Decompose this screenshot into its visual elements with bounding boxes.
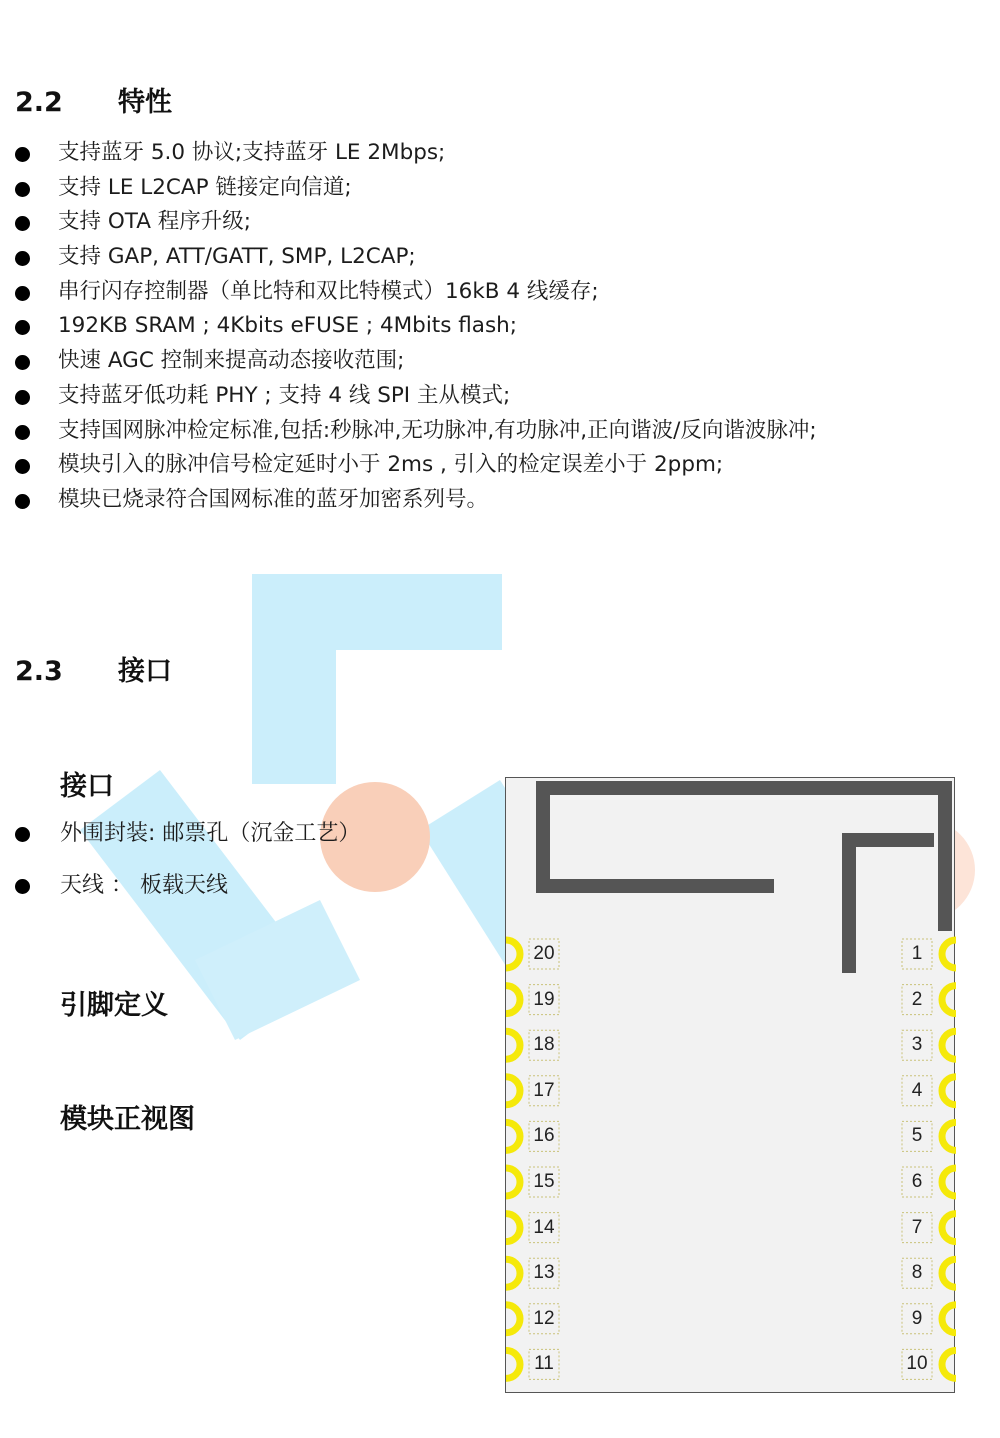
bullet-icon xyxy=(15,320,30,335)
list-item xyxy=(0,171,817,206)
bullet-icon xyxy=(15,879,30,894)
pin-number-right: 5 xyxy=(911,1125,923,1147)
bullet-icon xyxy=(15,147,30,162)
bullet-icon xyxy=(15,390,30,405)
bullet-icon xyxy=(15,355,30,370)
interface-text: 外围封装: 邮票孔（沉金工艺） xyxy=(60,821,361,846)
pin-number-left: 15 xyxy=(533,1171,555,1192)
feature-text: 支持 OTA 程序升级; xyxy=(58,209,252,235)
section-number: 2.3 xyxy=(15,656,63,687)
pin-number-left: 16 xyxy=(533,1125,555,1147)
bullet-icon xyxy=(15,286,30,301)
pin-number-right: 3 xyxy=(911,1034,923,1056)
feature-text: 快速 AGC 控制来提高动态接收范围; xyxy=(58,348,405,374)
pin-number-right: 9 xyxy=(911,1307,923,1329)
bullet-icon xyxy=(15,216,30,231)
pin-number-left: 18 xyxy=(533,1034,555,1056)
antenna-trace xyxy=(543,788,945,931)
list-item xyxy=(0,275,817,310)
list-item xyxy=(0,240,817,275)
module-front-view xyxy=(505,777,955,1393)
pin-number-right: 6 xyxy=(911,1171,923,1192)
list-item xyxy=(0,448,817,483)
list-item xyxy=(0,414,817,449)
bullet-icon xyxy=(15,494,30,509)
section-title: 特性 xyxy=(118,87,172,118)
bullet-icon xyxy=(15,251,30,266)
pin-number-left: 14 xyxy=(533,1216,555,1238)
feature-text: 支持蓝牙低功耗 PHY ; 支持 4 线 SPI 主从模式; xyxy=(58,382,511,408)
bullet-icon xyxy=(15,459,30,474)
feature-text: 支持 LE L2CAP 链接定向信道; xyxy=(58,174,352,200)
pin-number-left: 17 xyxy=(533,1079,555,1101)
pin-definition-heading: 引脚定义 xyxy=(60,990,168,1021)
pin-number-right: 4 xyxy=(911,1079,923,1101)
feature-text: 模块引入的脉冲信号检定延时小于 2ms , 引入的检定误差小于 2ppm; xyxy=(58,452,724,478)
feature-list xyxy=(0,136,817,518)
pin-number-right: 10 xyxy=(906,1353,928,1375)
feature-text: 串行闪存控制器（单比特和双比特模式）16kB 4 线缓存; xyxy=(58,278,599,304)
section-heading-2-2 xyxy=(15,80,172,119)
pin-number-left: 11 xyxy=(534,1353,554,1375)
pin-number-right: 8 xyxy=(911,1262,923,1284)
feature-text: 模块已烧录符合国网标准的蓝牙加密系列号。 xyxy=(58,486,489,512)
feature-text: 192KB SRAM ; 4Kbits eFUSE ; 4Mbits flash; xyxy=(58,313,518,339)
bullet-icon xyxy=(15,425,30,440)
feature-text: 支持国网脉冲检定标准,包括:秒脉冲,无功脉冲,有功脉冲,正向谐波/反向谐波脉冲; xyxy=(58,417,817,443)
pin-number-right: 7 xyxy=(911,1216,923,1238)
bullet-icon xyxy=(15,182,30,197)
bullet-icon xyxy=(15,827,30,842)
section-number: 2.2 xyxy=(15,87,63,118)
list-item xyxy=(0,815,360,867)
list-item xyxy=(0,379,817,414)
section-title: 接口 xyxy=(118,656,172,687)
section-heading-2-3 xyxy=(15,649,172,688)
list-item xyxy=(0,344,817,379)
interface-text: 天线 ： 板载天线 xyxy=(60,873,228,898)
feature-text: 支持 GAP, ATT/GATT, SMP, L2CAP; xyxy=(58,244,416,270)
list-item xyxy=(0,309,817,344)
interface-heading: 接口 xyxy=(60,771,114,802)
pin-number-left: 19 xyxy=(533,988,555,1010)
module-view-heading: 模块正视图 xyxy=(60,1104,195,1135)
interface-list xyxy=(0,815,360,919)
list-item xyxy=(0,483,817,518)
list-item xyxy=(0,867,360,919)
feature-text: 支持蓝牙 5.0 协议;支持蓝牙 LE 2Mbps; xyxy=(58,140,446,165)
pin-number-left: 12 xyxy=(533,1307,555,1329)
list-item xyxy=(0,205,817,240)
list-item xyxy=(0,136,817,171)
pin-number-left: 13 xyxy=(533,1262,555,1284)
pin-number-right: 2 xyxy=(911,988,923,1010)
pin-number-right: 1 xyxy=(911,943,923,964)
pin-number-left: 20 xyxy=(533,943,555,964)
